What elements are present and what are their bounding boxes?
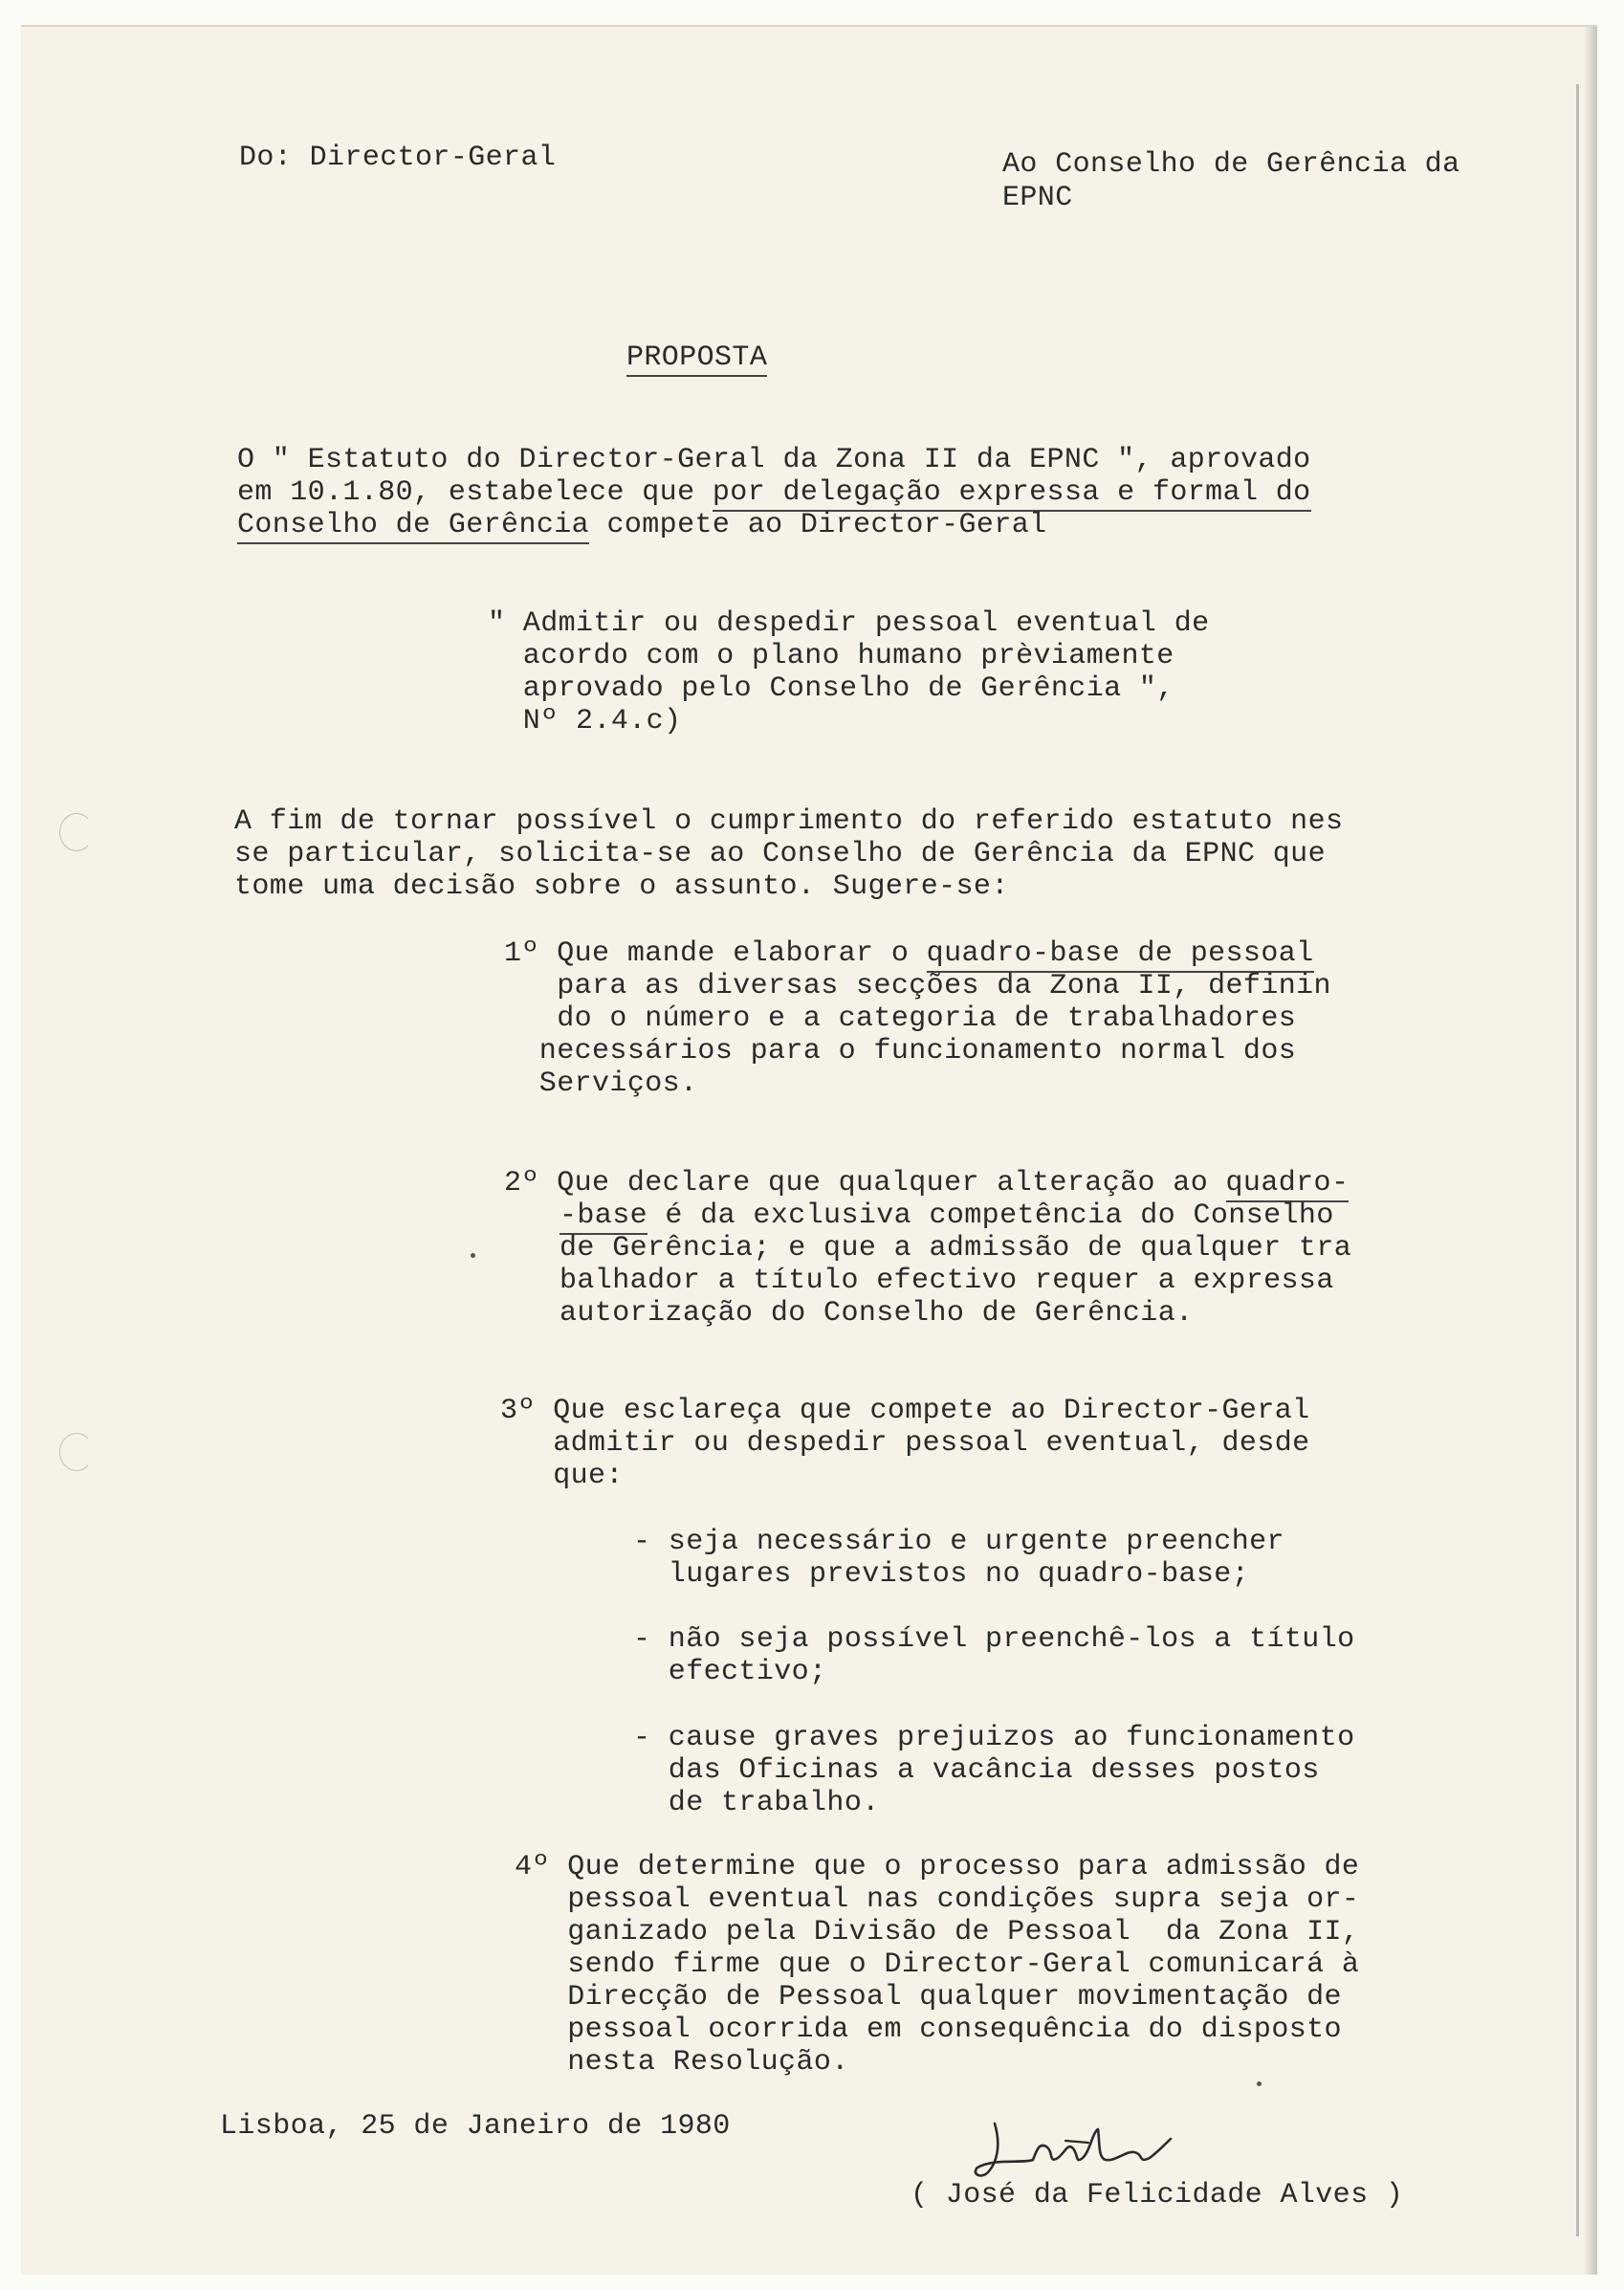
item1-line-4: necessários para o funcionamento normal dos <box>504 1035 1297 1067</box>
intro-line-1: O " Estatuto do Director-Geral da Zona II da EPNC ", aprovado <box>237 444 1311 476</box>
quote-line-2: acordo com o plano humano prèviamente <box>488 640 1174 672</box>
intro-line-3b: compete ao Director-Geral <box>589 509 1047 541</box>
signer-name: ( José da Felicidade Alves ) <box>911 2179 1404 2212</box>
bullet-3-line-2: das Oficinas a vacância desses postos <box>633 1754 1320 1787</box>
intro-line-3 <box>237 509 1047 541</box>
paragraph-line-3: tome uma decisão sobre o assunto. Sugere-se: <box>234 870 1009 903</box>
item4-line-4: sendo firme que o Director-Geral comunicará à <box>515 1948 1360 1981</box>
to-line-1: Ao Conselho de Gerência da <box>1002 148 1460 181</box>
from-line: Do: Director-Geral <box>239 142 557 174</box>
item2-line-4: balhador a título efectivo requer a expressa <box>560 1265 1334 1297</box>
intro-line-2 <box>237 476 1311 509</box>
item2-line-3: de Gerência; e que a admissão de qualquer tra <box>560 1232 1352 1265</box>
item3-line-1: 3º Que esclareça que compete ao Director-Geral <box>500 1395 1310 1427</box>
intro-line-2a: em 10.1.80, estabelece que <box>237 476 713 509</box>
item3-line-2: admitir ou despedir pessoal eventual, desde <box>500 1427 1310 1460</box>
title-text: PROPOSTA <box>626 341 767 377</box>
intro-line-3a-underlined: Conselho de Gerência <box>237 509 589 544</box>
page-fold-line <box>1576 84 1579 2236</box>
quote-line-4: Nº 2.4.c) <box>488 705 682 737</box>
quote-line-3: aprovado pelo Conselho de Gerência ", <box>488 672 1174 705</box>
quote-line-1: " Admitir ou despedir pessoal eventual de <box>488 607 1210 640</box>
ink-dot <box>1257 2081 1262 2086</box>
item4-line-5: Direcção de Pessoal qualquer movimentação de <box>515 1981 1342 2014</box>
punch-hole-mark <box>59 1433 94 1471</box>
punch-hole-mark <box>59 813 94 851</box>
item1-line-5: Serviços. <box>504 1067 698 1100</box>
item1-line-1b-underlined: quadro-base de pessoal <box>927 937 1314 973</box>
bullet-2-line-2: efectivo; <box>633 1656 827 1688</box>
intro-line-2b-underlined: por delegação expressa e formal do <box>713 476 1311 512</box>
item2-line-2a-underlined: -base <box>560 1200 647 1235</box>
bullet-1-line-1: - seja necessário e urgente preencher <box>633 1526 1284 1558</box>
item4-line-7: nesta Resolução. <box>515 2046 849 2079</box>
paragraph-line-2: se particular, solicita-se ao Conselho de Gerência da EPNC que <box>234 838 1326 870</box>
item4-line-2: pessoal eventual nas condições supra seja or- <box>515 1883 1360 1916</box>
page-edge-shadow <box>1584 27 1597 2275</box>
item1-line-3: do o número e a categoria de trabalhadores <box>504 1002 1297 1035</box>
item2-line-1a: 2º Que declare que qualquer alteração ao <box>504 1167 1226 1200</box>
item4-line-1: 4º Que determine que o processo para admissão de <box>515 1851 1360 1883</box>
bullet-3-line-3: de trabalho. <box>633 1787 880 1819</box>
item2-line-2 <box>560 1200 1334 1232</box>
bullet-1-line-2: lugares previstos no quadro-base; <box>633 1558 1250 1591</box>
item4-line-6: pessoal ocorrida em consequência do disposto <box>515 2014 1342 2046</box>
date-line: Lisboa, 25 de Janeiro de 1980 <box>220 2110 731 2143</box>
item2-line-5: autorização do Conselho de Gerência. <box>560 1297 1194 1330</box>
item2-line-2b: é da exclusiva competência do Conselho <box>647 1200 1334 1232</box>
item1-line-1 <box>504 937 1314 970</box>
ink-dot <box>471 1253 475 1258</box>
item4-line-3: ganizado pela Divisão de Pessoal da Zona II, <box>515 1916 1360 1948</box>
page-title <box>626 341 767 374</box>
bullet-2-line-1: - não seja possível preenchê-los a título <box>633 1623 1355 1656</box>
item3-line-3: que: <box>500 1460 624 1492</box>
item1-line-1a: 1º Que mande elaborar o <box>504 937 927 970</box>
to-line-2: EPNC <box>1002 182 1073 214</box>
item2-line-1 <box>504 1167 1349 1200</box>
item1-line-2: para as diversas secções da Zona II, definin <box>504 970 1331 1002</box>
handwritten-signature <box>966 2104 1224 2190</box>
item2-line-1b-underlined: quadro- <box>1226 1167 1350 1202</box>
bullet-3-line-1: - cause graves prejuizos ao funcionamento <box>633 1722 1355 1754</box>
paragraph-line-1: A fim de tornar possível o cumprimento do referido estatuto nes <box>234 805 1344 838</box>
